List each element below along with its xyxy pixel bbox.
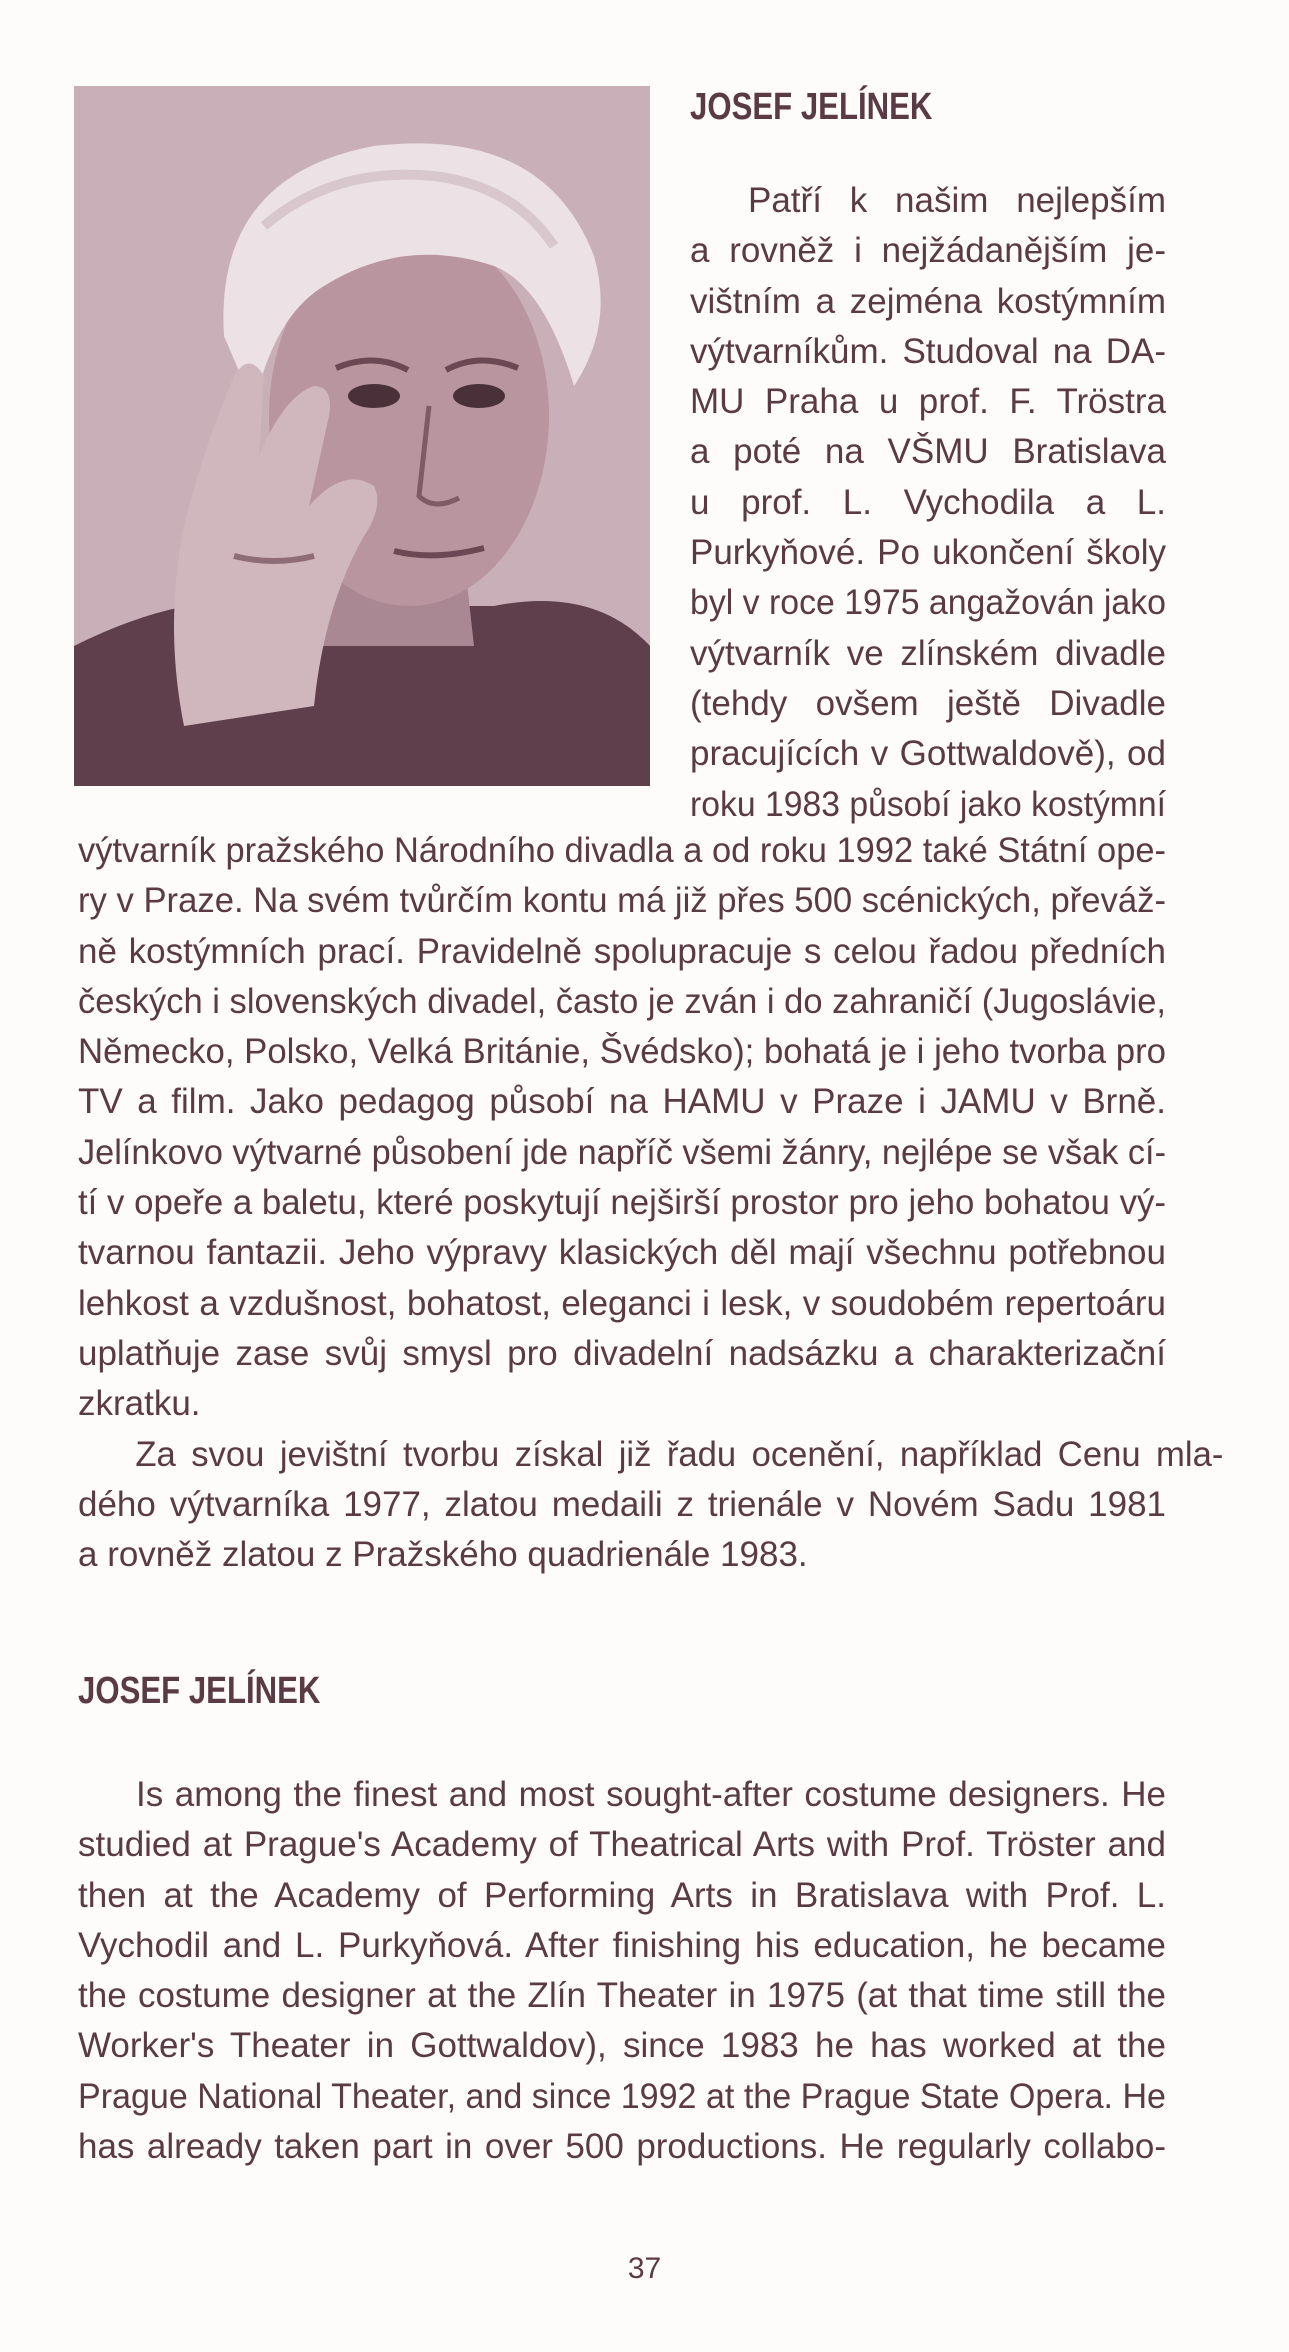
text-line: tvarnou fantazii. Jeho výpravy klasických děl mají všechnu potřebnou <box>78 1233 1166 1273</box>
text-line: ry v Praze. Na svém tvůrčím kontu má již přes 500 scénických, převáž- <box>78 881 1166 921</box>
text-line: the costume designer at the Zlín Theater in 1975 (at that time still the <box>78 1976 1166 2016</box>
text-line: a rovněž zlatou z Pražského quadrienále 1983. <box>78 1535 808 1575</box>
text-line: studied at Prague's Academy of Theatrical Arts with Prof. Tröster and <box>78 1825 1166 1865</box>
text-line: roku 1983 působí jako kostýmní <box>690 784 1166 824</box>
text-line: ně kostýmních prací. Pravidelně spolupracuje s celou řadou předních <box>78 931 1166 971</box>
text-line: zkratku. <box>78 1384 201 1424</box>
text-line: uplatňuje zase svůj smysl pro divadelní nadsázku a charakterizační <box>78 1333 1166 1373</box>
text-line: Německo, Polsko, Velká Británie, Švédsko); bohatá je i jeho tvorba pro <box>78 1032 1166 1072</box>
text-line: Worker's Theater in Gottwaldov), since 1983 he has worked at the <box>78 2026 1166 2066</box>
text-line: has already taken part in over 500 productions. He regularly collabo- <box>78 2127 1166 2167</box>
text-line: výtvarníkům. Studoval na DA- <box>690 331 1166 371</box>
page-number: 37 <box>627 2252 662 2285</box>
czech-text-full-width <box>78 826 1224 1580</box>
text-line: byl v roce 1975 angažován jako <box>690 583 1166 623</box>
text-line: Za svou jevištní tvorbu získal již řadu ocenění, například Cenu mla- <box>135 1434 1224 1474</box>
portrait-illustration <box>74 86 650 786</box>
text-line: Is among the finest and most sought-after costume designers. He <box>136 1775 1166 1814</box>
text-line: a rovněž i nejžádanějším je- <box>690 231 1166 271</box>
text-line: lehkost a vzdušnost, bohatost, eleganci i lesk, v soudobém repertoáru <box>78 1283 1166 1323</box>
text-line: výtvarník pražského Národního divadla a od roku 1992 také Státní ope- <box>78 831 1166 870</box>
czech-heading: JOSEF JELÍNEK <box>690 86 933 128</box>
text-line: Vychodil and L. Purkyňová. After finishing his education, he became <box>78 1925 1166 1965</box>
portrait-photo <box>74 86 650 786</box>
text-line: a poté na VŠMU Bratislava <box>690 432 1166 472</box>
text-line: u prof. L. Vychodila a L. <box>690 482 1166 522</box>
text-line: then at the Academy of Performing Arts in Bratislava with Prof. L. <box>78 1875 1166 1915</box>
text-line: Prague National Theater, and since 1992 at the Prague State Opera. He <box>78 2076 1166 2116</box>
text-line: českých i slovenských divadel, často je zván i do zahraničí (Jugoslávie, <box>78 981 1166 1021</box>
text-line: tí v opeře a baletu, které poskytují nejširší prostor pro jeho bohatou vý- <box>78 1183 1166 1223</box>
text-line: Patří k našim nejlepším <box>748 181 1166 220</box>
text-line: dého výtvarníka 1977, zlatou medaili z trienále v Novém Sadu 1981 <box>78 1484 1166 1524</box>
text-line: Purkyňové. Po ukončení školy <box>690 533 1166 573</box>
text-line: výtvarník ve zlínském divadle <box>690 633 1166 673</box>
text-line: (tehdy ovšem ještě Divadle <box>690 683 1166 723</box>
text-line: Jelínkovo výtvarné působení jde napříč všemi žánry, nejlépe se však cí- <box>78 1132 1166 1172</box>
czech-text-beside-photo <box>690 176 1166 830</box>
text-line: vištním a zejména kostýmním <box>690 281 1166 321</box>
english-text <box>78 1770 1166 2172</box>
text-line: TV a film. Jako pedagog působí na HAMU v Praze i JAMU v Brně. <box>78 1082 1166 1122</box>
text-line: pracujících v Gottwaldově), od <box>690 734 1166 774</box>
text-line: MU Praha u prof. F. Tröstra <box>690 382 1166 422</box>
english-heading: JOSEF JELÍNEK <box>78 1670 321 1712</box>
